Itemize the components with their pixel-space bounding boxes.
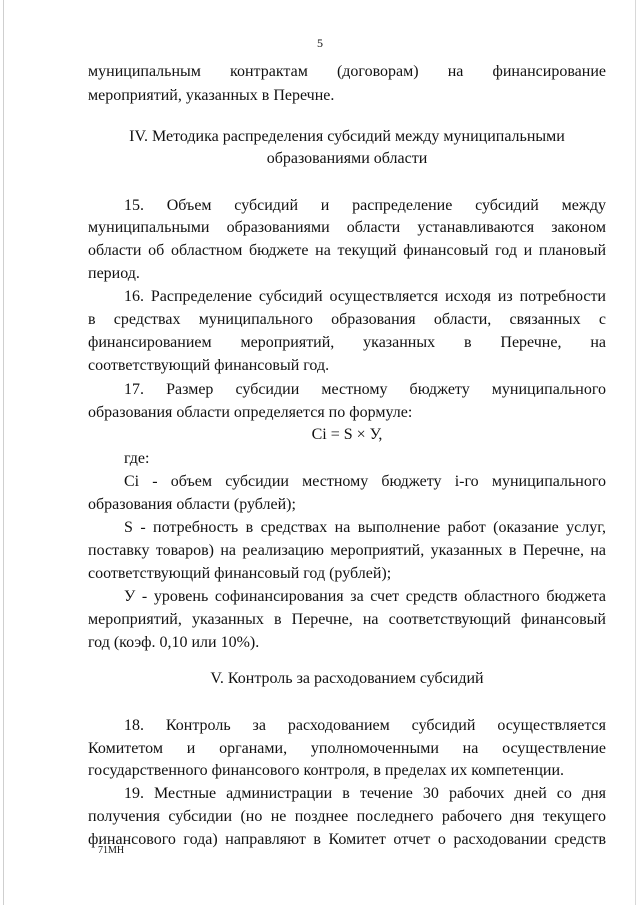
text-line: финансового года) направляют в Комитет отчет о расходовании средств: [88, 831, 606, 848]
text-line: год (коэф. 0,10 или 10%).: [88, 634, 260, 651]
text-line: У - уровень софинансирования за счет средств областного бюджета: [124, 588, 606, 605]
text-line: где:: [124, 450, 150, 467]
scan-edge-left: [3, 0, 4, 905]
text-line: соответствующий финансовый год (рублей);: [88, 565, 392, 582]
text-line: IV. Методика распределения субсидий между муниципальными: [129, 128, 565, 145]
text-line: период.: [88, 265, 140, 282]
text-line: V. Контроль за расходованием субсидий: [210, 670, 484, 687]
text-line: образования области определяется по формуле:: [88, 404, 413, 421]
text-line: в средствах муниципального образования области, связанных с: [88, 311, 606, 328]
text-line: государственного финансового контроля, в пределах их компетенции.: [88, 762, 565, 779]
text-line: муниципальным контрактам (договорам) на финансирование: [88, 63, 606, 80]
text-line: соответствующий финансовый год.: [88, 357, 330, 374]
footer-code: 71МН: [98, 845, 125, 856]
text-line: Комитетом и органами, уполномоченными на осуществление: [88, 740, 606, 757]
text-line: S - потребность в средствах на выполнение работ (оказание услуг,: [124, 519, 606, 536]
text-line: поставку товаров) на реализацию мероприятий, указанных в Перечне, на: [88, 542, 606, 559]
page-number: 5: [317, 36, 323, 50]
text-line: финансированием мероприятий, указанных в Перечне, на: [88, 334, 606, 351]
text-line: получения субсидии (но не позднее последнего рабочего дня текущего: [88, 808, 606, 825]
text-line: 17. Размер субсидии местному бюджету муниципального: [124, 381, 606, 398]
text-line: области об областном бюджете на текущий финансовый год и плановый: [88, 242, 606, 259]
text-line: Ci = S × У,: [311, 426, 383, 443]
text-line: 15. Объем субсидий и распределение субсидий между: [124, 197, 606, 214]
text-line: 16. Распределение субсидий осуществляется исходя из потребности: [124, 288, 606, 305]
text-line: образованиями области: [266, 150, 428, 167]
text-line: мероприятий, указанных в Перечне, на соответствующий финансовый: [88, 611, 606, 628]
text-line: 19. Местные администрации в течение 30 рабочих дней со дня: [124, 785, 606, 802]
text-line: мероприятий, указанных в Перечне.: [88, 87, 335, 104]
text-line: 18. Контроль за расходованием субсидий осуществляется: [124, 717, 606, 734]
text-line: муниципальными образованиями области устанавливаются законом: [88, 219, 606, 236]
text-line: образования области (рублей);: [88, 496, 296, 513]
text-line: Ci - объем субсидии местному бюджету i-го муниципального: [124, 473, 606, 490]
